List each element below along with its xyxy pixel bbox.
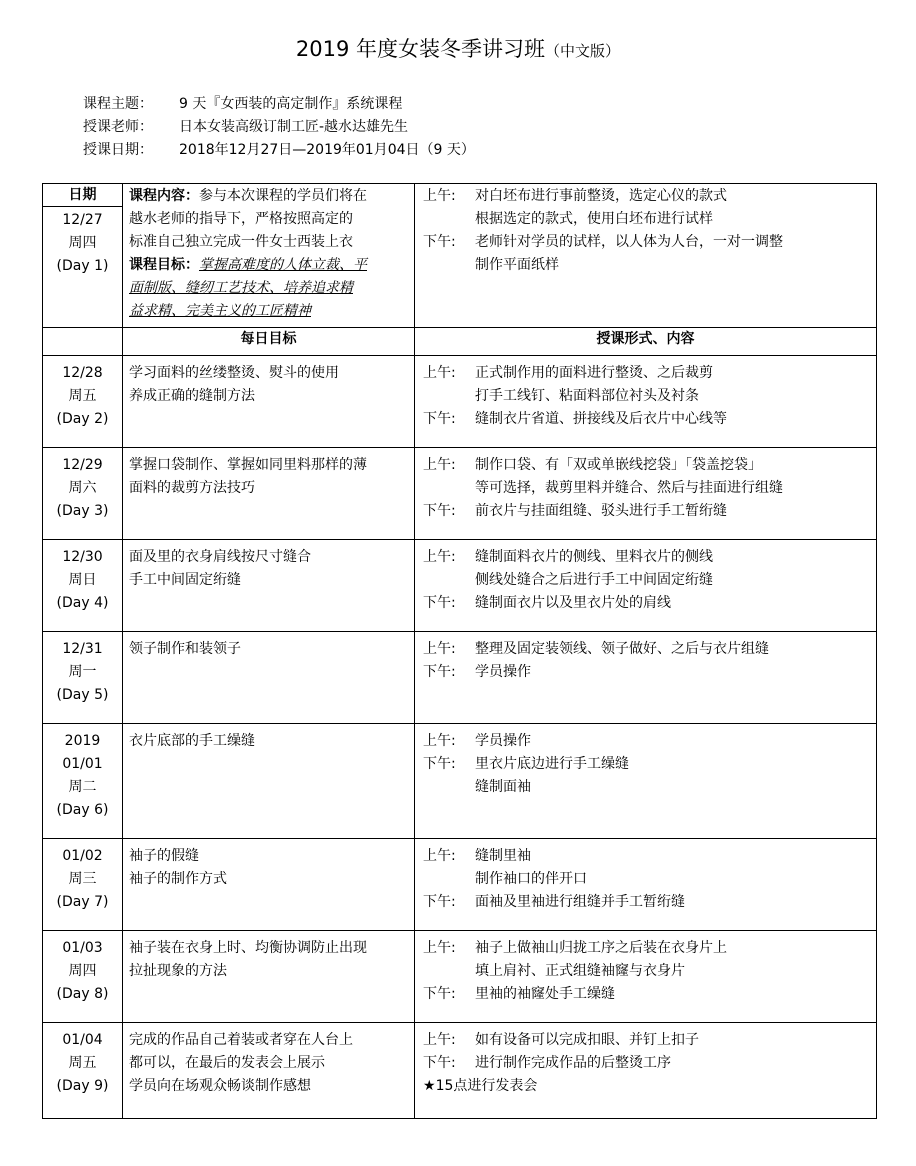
goal-line: 衣片底部的手工缲缝 [129, 733, 255, 749]
form-line [423, 661, 870, 684]
form-cell [415, 724, 877, 839]
form-line [423, 891, 870, 914]
form-text: 缝制衣片省道、拼接线及后衣片中心线等 [475, 411, 727, 427]
date-line: 01/02 [62, 848, 103, 864]
form-text: 整理及固定装领线、领子做好、之后与衣片组缝 [475, 641, 769, 657]
form-line [423, 208, 870, 231]
form-text: 对白坯布进行事前整烫，选定心仪的款式 [475, 188, 727, 204]
form-line [423, 546, 870, 569]
date-cell [43, 839, 123, 931]
day-row [43, 724, 877, 839]
date-line: 12/27 [62, 212, 103, 228]
day-row [43, 931, 877, 1023]
period-label: 上午: [423, 848, 456, 864]
date-line: 01/03 [62, 940, 103, 956]
intro-date [43, 207, 122, 278]
period-label: 下午: [423, 1055, 456, 1071]
form-line [423, 454, 870, 477]
goal-line: 拉扯现象的方法 [129, 963, 227, 979]
date-line: (Day 5) [56, 687, 109, 703]
goal-cell [123, 839, 415, 931]
date-line: 周四 [68, 963, 97, 979]
info-value: 9 天『女西装的高定制作』系统课程 [179, 96, 403, 112]
info-label: 课程主题： [83, 96, 153, 112]
date-line: 周四 [68, 235, 97, 251]
goal-cell [123, 632, 415, 724]
period-label: 上午: [423, 188, 456, 204]
intro-date-cell [43, 184, 123, 328]
goal-line: 袖子的假缝 [129, 848, 199, 864]
date-line: (Day 3) [56, 503, 109, 519]
form-line [423, 1075, 870, 1098]
form-cell [415, 839, 877, 931]
title-main: 2019 年度女装冬季讲习班 [295, 37, 546, 61]
period-label: 上午: [423, 457, 456, 473]
star-icon: ★ [423, 1078, 436, 1094]
info-row-dates [83, 139, 475, 162]
date-cell [43, 632, 123, 724]
form-text: 等可选择，裁剪里料并缝合、然后与挂面进行组缝 [475, 480, 783, 496]
form-text: 学员操作 [475, 664, 531, 680]
schedule-table [42, 183, 877, 1119]
form-line [423, 960, 870, 983]
date-line: 2019 [64, 733, 101, 749]
form-text: 缝制里袖 [475, 848, 531, 864]
date-line: (Day 6) [56, 802, 109, 818]
goal-cell [123, 448, 415, 540]
day-row [43, 839, 877, 931]
form-line [423, 185, 870, 208]
form-text: 里衣片底边进行手工缲缝 [475, 756, 629, 772]
form-line [423, 753, 870, 776]
header-row [43, 328, 877, 356]
date-line: 12/31 [62, 641, 103, 657]
form-line [423, 254, 870, 277]
form-text: 填上肩衬、正式组缝袖窿与衣身片 [475, 963, 685, 979]
form-text: 侧线处缝合之后进行手工中间固定绗缝 [475, 572, 713, 588]
header-goal: 每日目标 [123, 328, 415, 356]
date-line: 周六 [68, 480, 97, 496]
goal-cell [123, 931, 415, 1023]
date-cell [43, 724, 123, 839]
date-cell [43, 356, 123, 448]
date-line: (Day 7) [56, 894, 109, 910]
form-text: 里袖的袖窿处手工缲缝 [475, 986, 615, 1002]
goal-line: 学习面料的丝缕整烫、熨斗的使用 [129, 365, 339, 381]
date-line: 周五 [68, 388, 97, 404]
intro-content-cell [123, 184, 415, 328]
course-goal [129, 254, 408, 277]
form-text: 学员操作 [475, 733, 531, 749]
form-cell [415, 356, 877, 448]
form-line [423, 776, 870, 799]
title-sub: （中文版） [545, 42, 621, 60]
goal-line: 掌握高难度的人体立裁、平 [199, 257, 367, 273]
goal-line: 都可以，在最后的发表会上展示 [129, 1055, 325, 1071]
date-cell [43, 540, 123, 632]
form-cell [415, 1023, 877, 1119]
form-text: 制作口袋、有「双或单嵌线挖袋」「袋盖挖袋」 [475, 457, 762, 473]
info-label: 授课老师： [83, 119, 153, 135]
date-cell [43, 448, 123, 540]
period-label: 上午: [423, 365, 456, 381]
form-text: 如有设备可以完成扣眼、并钉上扣子 [475, 1032, 699, 1048]
form-line [423, 231, 870, 254]
content-line: 标准自己独立完成一件女士西装上衣 [129, 234, 353, 250]
form-line [423, 477, 870, 500]
content-line: 参与本次课程的学员们将在 [199, 188, 367, 204]
info-row-teacher [83, 116, 475, 139]
form-line [423, 500, 870, 523]
form-text: 缝制面袖 [475, 779, 531, 795]
goal-line: 领子制作和装领子 [129, 641, 241, 657]
info-label: 授课日期： [83, 142, 153, 158]
form-line [423, 385, 870, 408]
form-line [423, 845, 870, 868]
form-line [423, 730, 870, 753]
goal-line: 掌握口袋制作、掌握如同里料那样的薄 [129, 457, 367, 473]
form-text: 前衣片与挂面组缝、驳头进行手工暂绗缝 [475, 503, 727, 519]
form-text: 老师针对学员的试样，以人体为人台，一对一调整 [475, 234, 783, 250]
form-line [423, 362, 870, 385]
form-text: 制作平面纸样 [475, 257, 559, 273]
content-line: 越水老师的指导下，严格按照高定的 [129, 211, 353, 227]
date-line: (Day 8) [56, 986, 109, 1002]
date-line: 12/28 [62, 365, 103, 381]
period-label: 下午: [423, 986, 456, 1002]
goal-line: 完成的作品自己着装或者穿在人台上 [129, 1032, 353, 1048]
goal-line: 面制版、缝纫工艺技术、培养追求精 [129, 280, 353, 296]
date-cell [43, 1023, 123, 1119]
form-cell [415, 632, 877, 724]
period-label: 下午: [423, 756, 456, 772]
date-cell [43, 931, 123, 1023]
goal-line: 面料的裁剪方法技巧 [129, 480, 255, 496]
form-line [423, 983, 870, 1006]
goal-line: 手工中间固定绗缝 [129, 572, 241, 588]
form-line [423, 638, 870, 661]
goal-cell [123, 724, 415, 839]
date-line: 周二 [68, 779, 97, 795]
period-label: 上午: [423, 940, 456, 956]
header-empty [43, 328, 123, 356]
period-label: 上午: [423, 1032, 456, 1048]
form-cell [415, 931, 877, 1023]
period-label: 下午: [423, 894, 456, 910]
day-row [43, 356, 877, 448]
form-text: 正式制作用的面料进行整烫、之后裁剪 [475, 365, 713, 381]
goal-cell [123, 540, 415, 632]
day-row [43, 448, 877, 540]
date-line: 12/30 [62, 549, 103, 565]
course-content [129, 185, 408, 208]
goal-cell [123, 1023, 415, 1119]
goal-line: 面及里的衣身肩线按尺寸缝合 [129, 549, 311, 565]
form-line [423, 1029, 870, 1052]
date-line: 周日 [68, 572, 97, 588]
day-row [43, 540, 877, 632]
form-text: 进行制作完成作品的后整烫工序 [475, 1055, 671, 1071]
date-line: (Day 1) [56, 258, 109, 274]
form-text: 打手工线钉、粘面料部位衬头及衬条 [475, 388, 699, 404]
date-line: 周五 [68, 1055, 97, 1071]
period-label: 下午: [423, 503, 456, 519]
period-label: 上午: [423, 733, 456, 749]
form-text: 制作袖口的伴开口 [475, 871, 587, 887]
page-title [0, 33, 916, 63]
period-label: 下午: [423, 595, 456, 611]
form-line [423, 937, 870, 960]
day-row [43, 1023, 877, 1119]
intro-row [43, 184, 877, 328]
form-text: 根据选定的款式，使用白坯布进行试样 [475, 211, 713, 227]
date-line: 周一 [68, 664, 97, 680]
date-line: (Day 9) [56, 1078, 109, 1094]
content-label: 课程内容： [129, 188, 199, 204]
goal-cell [123, 356, 415, 448]
date-line: 周三 [68, 871, 97, 887]
form-line [423, 868, 870, 891]
form-line [423, 592, 870, 615]
goal-line: 袖子装在衣身上时、均衡协调防止出现 [129, 940, 367, 956]
period-label: 下午: [423, 411, 456, 427]
form-text: 缝制面料衣片的侧线、里料衣片的侧线 [475, 549, 713, 565]
info-row-topic [83, 93, 475, 116]
form-line [423, 1052, 870, 1075]
form-cell [415, 448, 877, 540]
goal-line: 益求精、完美主义的工匠精神 [129, 303, 311, 319]
info-value: 日本女装高级订制工匠-越水达雄先生 [179, 119, 409, 135]
course-info [83, 93, 475, 162]
date-line: (Day 2) [56, 411, 109, 427]
period-label: 下午: [423, 664, 456, 680]
period-label: 上午: [423, 641, 456, 657]
form-text: 面袖及里袖进行组缝并手工暂绗缝 [475, 894, 685, 910]
form-cell [415, 540, 877, 632]
date-line: 01/04 [62, 1032, 103, 1048]
form-text: 缝制面衣片以及里衣片处的肩线 [475, 595, 671, 611]
day-row [43, 632, 877, 724]
form-line [423, 569, 870, 592]
period-label: 下午: [423, 234, 456, 250]
date-line: 01/01 [62, 756, 103, 772]
goal-line: 养成正确的缝制方法 [129, 388, 255, 404]
intro-form-cell [415, 184, 877, 328]
form-text: 袖子上做袖山归拢工序之后装在衣身片上 [475, 940, 727, 956]
info-value: 2018年12月27日—2019年01月04日（9 天） [179, 142, 475, 158]
date-line: 12/29 [62, 457, 103, 473]
goal-line: 学员向在场观众畅谈制作感想 [129, 1078, 311, 1094]
form-line [423, 408, 870, 431]
goal-label: 课程目标： [129, 257, 199, 273]
header-form: 授课形式、内容 [415, 328, 877, 356]
date-line: (Day 4) [56, 595, 109, 611]
form-text: 15点进行发表会 [435, 1078, 538, 1094]
date-header: 日期 [43, 184, 122, 207]
period-label: 上午: [423, 549, 456, 565]
goal-line: 袖子的制作方式 [129, 871, 227, 887]
